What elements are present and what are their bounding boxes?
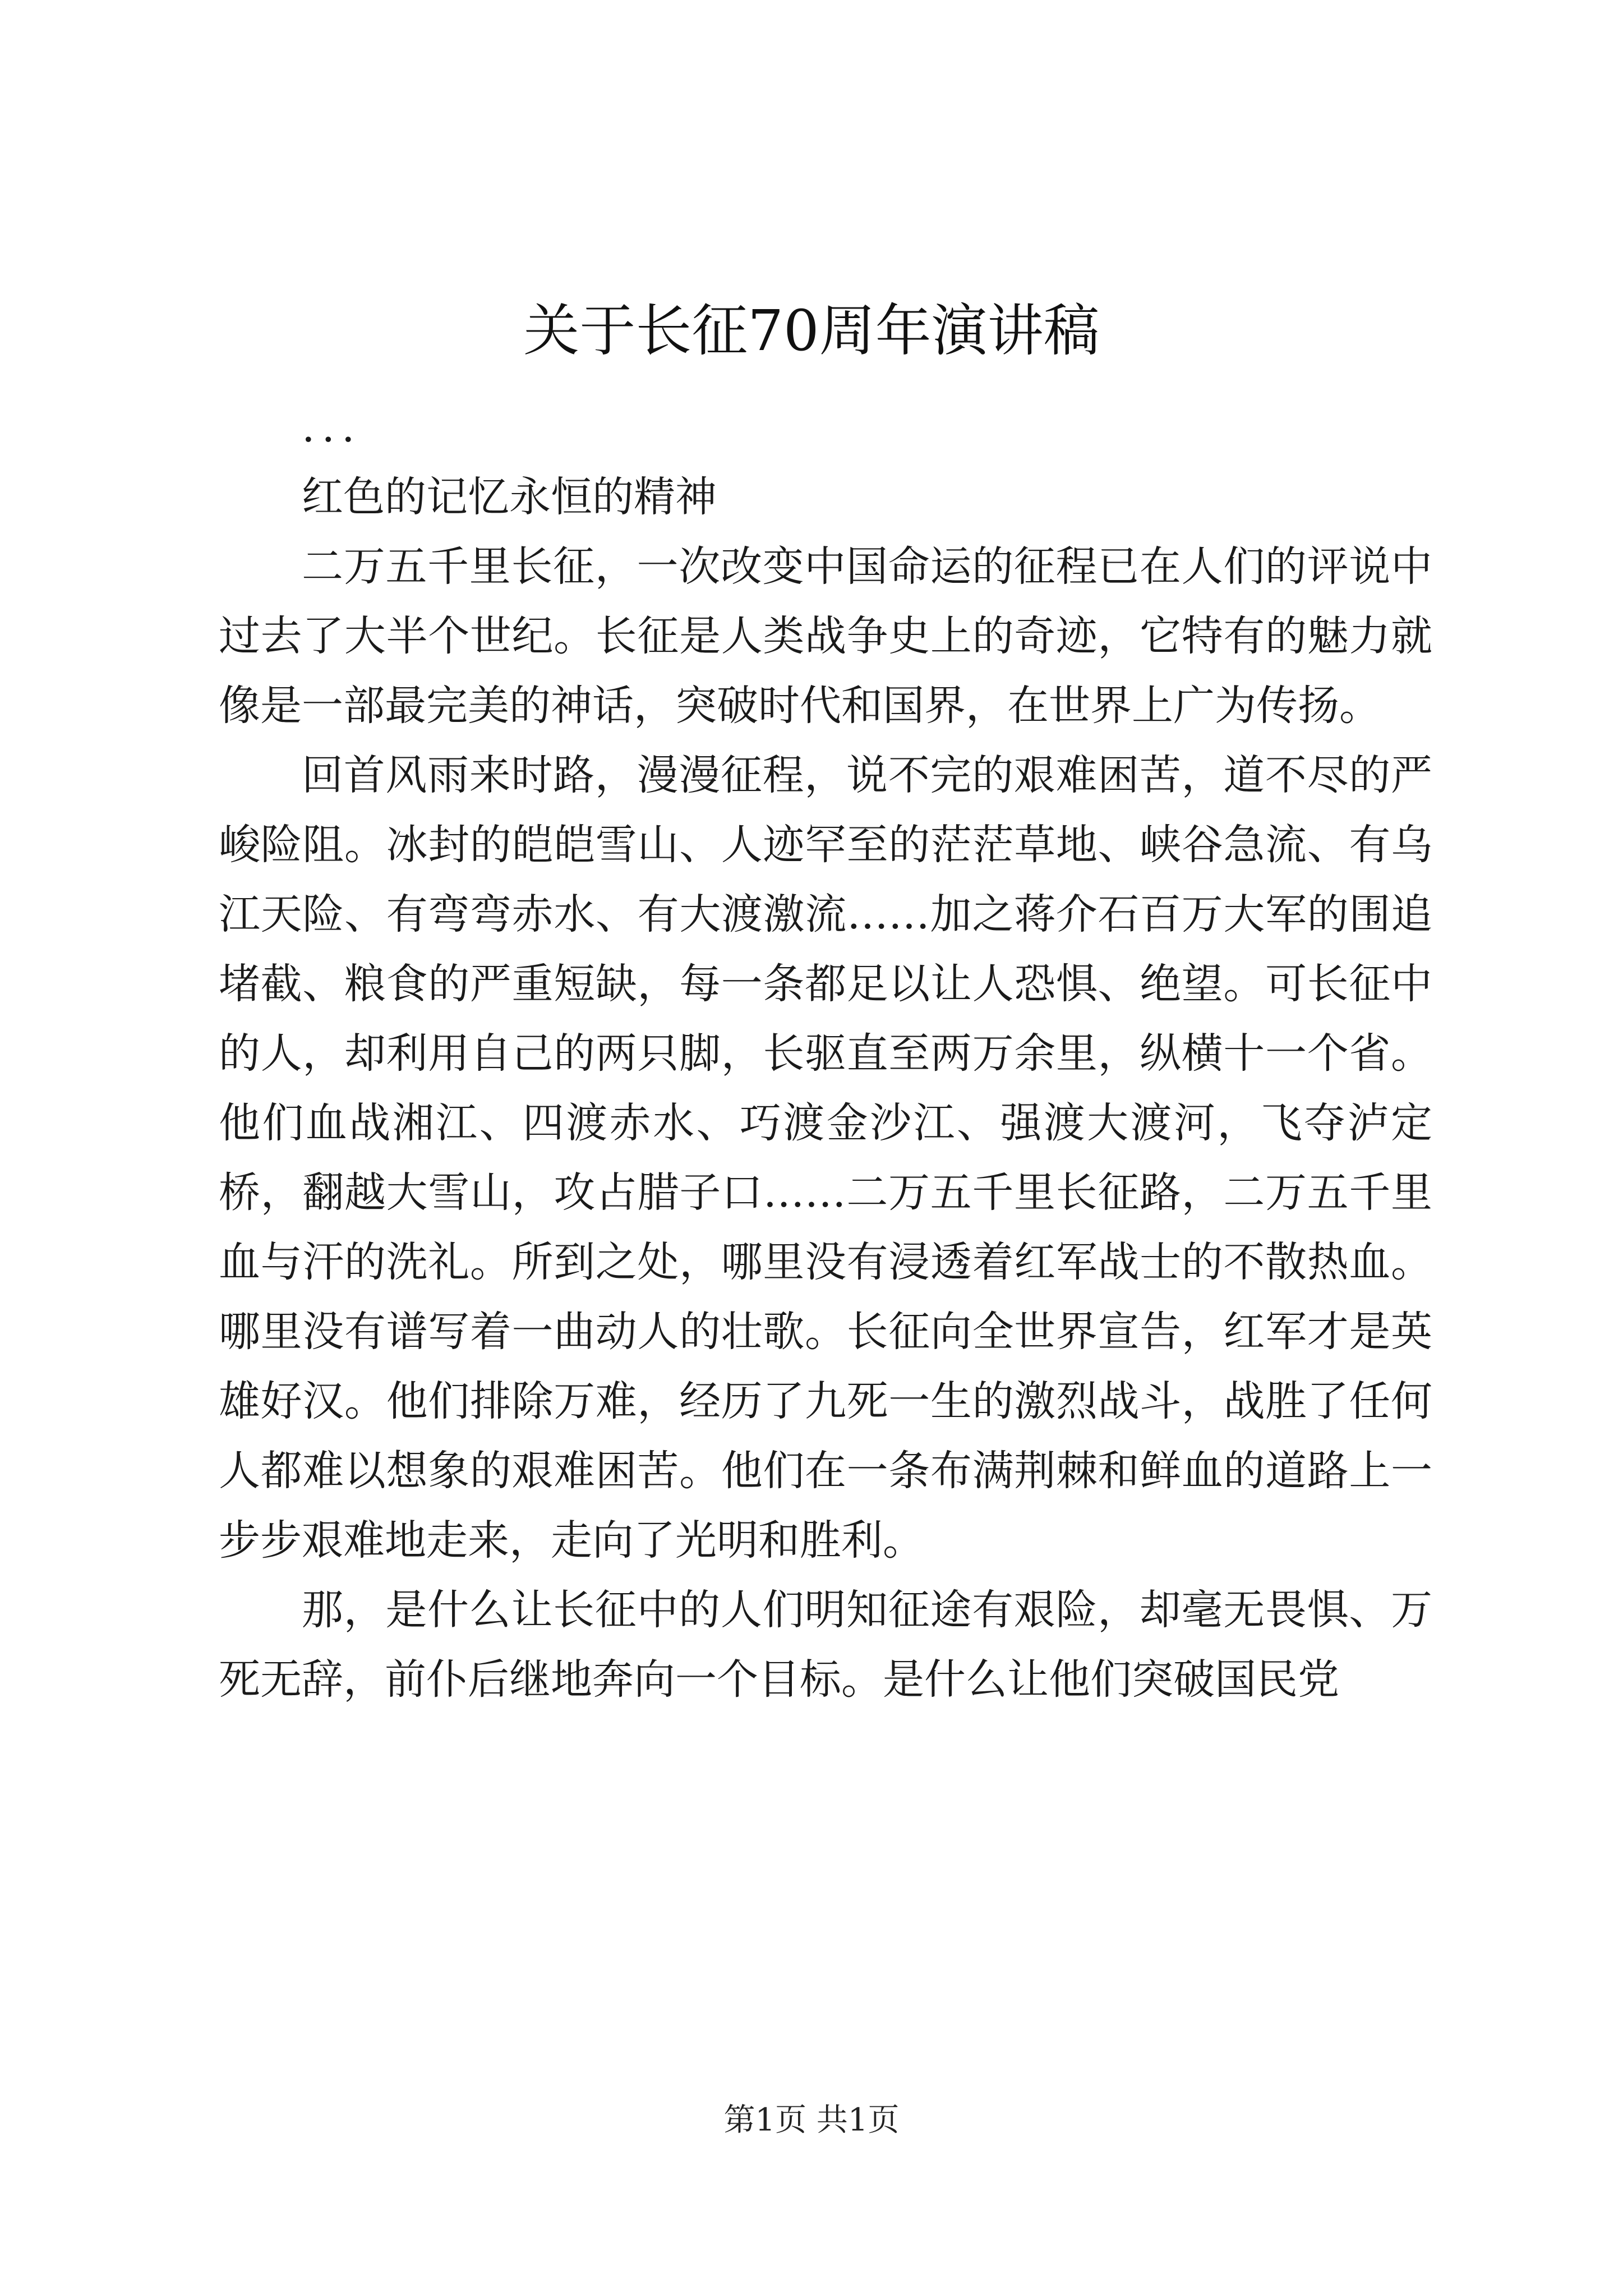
body-paragraph: 二万五千里长征，一次改变中国命运的征程已在人们的评说中过去了大半个世纪。长征是人类战争史上的奇迹，它特有的魅力就像是一部最完美的神话，突破时代和国界，在世界上广为传扬。 (219, 542, 1432, 730)
body-paragraph: 那，是什么让长征中的人们明知征途有艰险，却毫无畏惧、万死无辞，前仆后继地奔向一个目标。是什么让他们突破国民党 (219, 1586, 1432, 1704)
ellipsis-line: ... (302, 403, 362, 452)
subtitle-paragraph: 红色的记忆永恒的精神 (302, 473, 717, 521)
page-number-footer: 第1页 共1页 (723, 2102, 900, 2138)
document-body (219, 393, 1432, 1714)
document-title: 关于长征70周年演讲稿 (523, 298, 1100, 364)
body-paragraph: 回首风雨来时路，漫漫征程，说不完的艰难困苦，道不尽的严峻险阻。冰封的皑皑雪山、人迹罕至的茫茫草地、峡谷急流、有乌江天险、有弯弯赤水、有大渡激流……加之蒋介石百万大军的围追堵截、粮食的严重短缺，每一条都足以让人恐惧、绝望。可长征中的人，却利用自己的两只脚，长驱直至两万余里，纵横十一个省。他们血战湘江、四渡赤水、巧渡金沙江、强渡大渡河，飞夺泸定桥，翻越大雪山，攻占腊子口……二万五千里长征路，二万五千里血与汗的洗礼。所到之处，哪里没有浸透着红军战士的不散热血。哪里没有谱写着一曲动人的壮歌。长征向全世界宣告，红军才是英雄好汉。他们排除万难，经历了九死一生的激烈战斗，战胜了任何人都难以想象的艰难困苦。他们在一条布满荆棘和鲜血的道路上一步步艰难地走来，走向了光明和胜利。 (219, 751, 1432, 1565)
